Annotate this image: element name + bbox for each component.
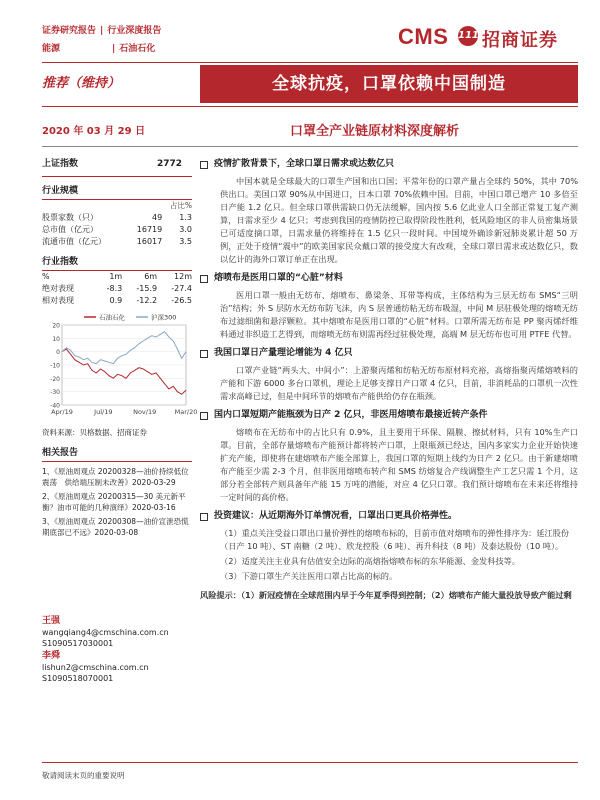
checkbox-icon bbox=[200, 161, 208, 169]
table-row bbox=[42, 224, 192, 236]
y-tick-label: -20 bbox=[50, 375, 60, 383]
related-report-item[interactable]: 2、《原油周观点 20200315—30 美元新平衡？油市可能的几种演绎》2020-03-16 bbox=[42, 492, 186, 512]
section-heading-text: 投资建议：从近期海外订单情况看，口罩出口更具价格弹性。 bbox=[214, 511, 458, 521]
index-row bbox=[42, 150, 192, 177]
related-reports-list bbox=[42, 466, 192, 538]
report-date: 2020 年 03 月 29 日 bbox=[42, 126, 146, 137]
row-label: 绝对表现 bbox=[42, 284, 74, 293]
row-label: 相对表现 bbox=[42, 296, 74, 305]
row-label: 股票家数（只） bbox=[42, 213, 98, 222]
row-label: 流通市值（亿元） bbox=[42, 237, 106, 246]
footer-note: 敬请阅读末页的重要说明 bbox=[42, 771, 125, 780]
legend-label: 石油石化 bbox=[99, 313, 125, 322]
industry-index-table bbox=[42, 271, 192, 307]
y-tick-label: -30 bbox=[50, 389, 60, 397]
row-pct: 1.3 bbox=[179, 213, 192, 222]
section-heading bbox=[200, 272, 578, 285]
analyst-id: S1090518070001 bbox=[42, 674, 114, 683]
row-value: 49 bbox=[152, 213, 163, 222]
row-pct: 3.5 bbox=[179, 237, 192, 246]
row-value: -26.5 bbox=[171, 296, 192, 305]
report-type: 证券研究报告 bbox=[42, 26, 97, 36]
report-title: 全球抗疫，口罩依赖中国制造 bbox=[200, 65, 578, 103]
analyst-email[interactable]: lishun2@cmschina.com.cn bbox=[42, 663, 149, 672]
logo-cms-text: CMS bbox=[398, 24, 449, 49]
row-value: -27.4 bbox=[171, 284, 192, 293]
related-report-item[interactable]: 3、《原油周观点 20200308—油价宣泄恐慌期底部已不远》2020-03-08 bbox=[42, 517, 189, 537]
series-line-1 bbox=[62, 349, 186, 394]
main-content bbox=[200, 152, 578, 602]
y-tick-label: 0 bbox=[56, 349, 60, 357]
x-tick-label: Mar/20 bbox=[174, 408, 198, 416]
checkbox-icon bbox=[200, 513, 208, 521]
checkbox-icon bbox=[200, 275, 208, 283]
risk-warning: 风险提示：（1）新冠疫情在全球范围内早于今年夏季得到控制；（2）熔喷布产能大量投放导致产能过剩 bbox=[200, 590, 572, 600]
divider bbox=[42, 106, 578, 107]
y-tick-label: -40 bbox=[50, 402, 60, 410]
industry-scale-title: 行业规模 bbox=[42, 185, 192, 200]
table-row bbox=[42, 236, 192, 248]
x-tick-label: Nov/19 bbox=[133, 408, 157, 416]
rating-label: 推荐（维持） bbox=[42, 76, 121, 91]
y-tick-label: -10 bbox=[50, 362, 60, 370]
col-header: 1m bbox=[109, 272, 123, 281]
section-paragraph: 医用口罩一般由无纺布、熔喷布、鼻梁条、耳带等构成，主体结构为三层无纺布 SMS“三明治”结构；外 S 层防水无纺布防飞沫，内 S 层普通纺粘无纺布吸湿，中间 M 层驻极处理的熔喷无纺布过滤细菌和悬浮颗粒。其中熔喷布是医用口罩的“心脏”材料。口罩所需无纺布是 PP 聚丙烯纤维料通过非织造工艺得到，而熔喷无纺布则需再经过驻极处理，高端 M 层无纺布也可用 PTFE 代替。 bbox=[220, 290, 578, 339]
section-paragraph: 中国本就是全球最大的口罩生产国和出口国；平常年份的口罩产量占全球约 50%，其中 70%供出口。美国口罩 90%从中国进口，日本口罩 70%依赖中国。目前，中国口罩已增产 10 多倍至日产能 1.2 亿只。但全球口罩供需缺口仍无法缓解，国内按 5.6 亿此业人口全部正常复工复产测算，日需求至少 4 亿只；考虑到我国的疫情防控已取得阶段性胜利，低风险地区的非人员密集场景已可适度摘口罩，日需求量仍将维持在 1.5 亿只一段时间。中国境外确诊新冠肺炎累计超 50 万例，正处于疫情“震中”的欧美国家民众戴口罩的接受度大有改观，全球口罩日需求或达数亿只，数以亿计的海外口罩订单正在出现。 bbox=[220, 176, 578, 264]
checkbox-icon bbox=[200, 412, 208, 420]
report-kind: 行业深度报告 bbox=[107, 26, 162, 36]
section-heading-text: 我国口罩日产量理论增能为 4 亿只 bbox=[214, 348, 353, 358]
col-header: % bbox=[42, 272, 50, 281]
divider bbox=[42, 146, 578, 147]
y-tick-label: 20 bbox=[52, 322, 60, 330]
related-reports-title: 相关报告 bbox=[42, 447, 192, 462]
table-row bbox=[42, 283, 192, 295]
section-heading bbox=[200, 158, 578, 171]
row-value: 0.9 bbox=[109, 296, 123, 305]
row-value: -12.2 bbox=[136, 296, 158, 305]
table-header-row bbox=[42, 271, 192, 283]
row-pct: 3.0 bbox=[179, 225, 192, 234]
row-value: 16017 bbox=[136, 237, 163, 246]
legend-label: 沪深300 bbox=[151, 313, 177, 322]
logo-cn-text: 招商证券 bbox=[482, 30, 558, 51]
y-tick-label: 10 bbox=[52, 335, 60, 343]
analyst-id: S1090517030001 bbox=[42, 639, 114, 648]
col-header: 6m bbox=[144, 272, 158, 281]
industry-label: 石油石化 bbox=[119, 44, 156, 54]
col-header: 12m bbox=[174, 272, 192, 281]
table-row bbox=[42, 295, 192, 307]
table-row bbox=[42, 212, 192, 224]
analyst-name: 王强 bbox=[42, 616, 61, 626]
sector-label: 能源 bbox=[42, 44, 61, 54]
row-label: 总市值（亿元） bbox=[42, 225, 98, 234]
section-heading-text: 疫情扩散背景下，全球口罩日需求或达数亿只 bbox=[214, 159, 395, 169]
industry-index-title: 行业指数 bbox=[42, 256, 192, 271]
section-paragraph: 熔喷布在无纺布中的占比只有 0.9%，且主要用于环保、隔膜、擦拭材料，只有 10%生产口罩。目前，全部存量熔喷布产能预计都将转产口罩，上限瓶颈已经达，国内多家实力企业开始快速扩充产能，即使将在建熔喷布产能全部算上，我国口罩的短期上线约为日产 2 亿只。由于新建熔喷布产能至少需 2-3 个月，但非医用熔喷布转产和 SMS 纺熔复合产线调整生产工艺只需 1 个月，这部分若全部转产则具备年产能 15 万吨的潜能，对应 4 亿只口罩。我们预计熔喷布在未来还将维持一定时间的高价格。 bbox=[220, 427, 578, 502]
section-heading bbox=[200, 347, 578, 360]
section-heading bbox=[200, 409, 578, 422]
section-heading bbox=[200, 510, 578, 523]
section-line: （3）下游口罩生产关注医用口罩占比高的标的。 bbox=[220, 571, 398, 581]
industry-scale-table bbox=[42, 200, 192, 248]
analyst-email[interactable]: wangqiang4@cmschina.com.cn bbox=[42, 628, 169, 637]
section-heading-text: 熔喷布是医用口罩的“心脏”材料 bbox=[214, 273, 343, 283]
section-line: （2）适度关注主业具有估值安全边际的高熔指熔喷布标的东华能源、金发科技等。 bbox=[220, 556, 520, 566]
divider bbox=[42, 762, 578, 763]
index-value: 2772 bbox=[156, 159, 182, 169]
header-left: 证券研究报告 | 行业深度报告 能源 | 石油石化 bbox=[42, 22, 161, 58]
sidebar bbox=[42, 150, 198, 541]
row-value: 16719 bbox=[136, 225, 163, 234]
x-tick-label: Apr/19 bbox=[51, 408, 73, 416]
industry-index-chart bbox=[42, 309, 198, 421]
analyst-name: 李舜 bbox=[42, 651, 61, 661]
related-report-item[interactable]: 1、《原油周观点 20200328—油价持续低位震荡 供给端压制未改善》2020-03-29 bbox=[42, 467, 189, 487]
checkbox-icon bbox=[200, 350, 208, 358]
row-value: -15.9 bbox=[136, 284, 158, 293]
x-tick-label: Jul/19 bbox=[94, 408, 113, 416]
pct-header: 占比% bbox=[169, 201, 192, 210]
cms-logo bbox=[398, 24, 578, 50]
divider bbox=[42, 62, 578, 63]
report-subtitle: 口罩全产业链原材料深度解析 bbox=[290, 124, 460, 139]
section-heading-text: 国内口罩短期产能瓶颈为日产 2 亿只，非医用熔喷布最接近转产条件 bbox=[214, 410, 488, 420]
section-paragraph: 口罩产业链“两头大、中间小”：上游聚丙烯和纺粘无纺布原材料充裕，高熔指聚丙烯熔喷料的产能和下游 6000 多台口罩机，理论上足够支撑日产口罩 4 亿只，目前，非消耗品的口罩机一次性需求高峰已过，但是中间环节的熔喷布产能供给仍存在瓶颈。 bbox=[220, 365, 578, 401]
analysts bbox=[42, 614, 192, 684]
series-line-2 bbox=[62, 332, 186, 364]
row-value: -8.3 bbox=[106, 284, 123, 293]
section-line: （1）重点关注受益口罩出口量价弹性的熔喷布标的，目前市值对熔喷布的弹性排序为：延江股份（日产 10 吨）、ST 南糖（2 吨）、欣龙控股（6 吨）、再升科技（8 吨）及泰达股份（10 吨）。 bbox=[220, 528, 570, 551]
logo-badge-icon: 111 bbox=[458, 26, 478, 46]
index-label: 上证指数 bbox=[42, 159, 79, 169]
chart-source: 资料来源：贝格数据、招商证券 bbox=[42, 428, 147, 437]
